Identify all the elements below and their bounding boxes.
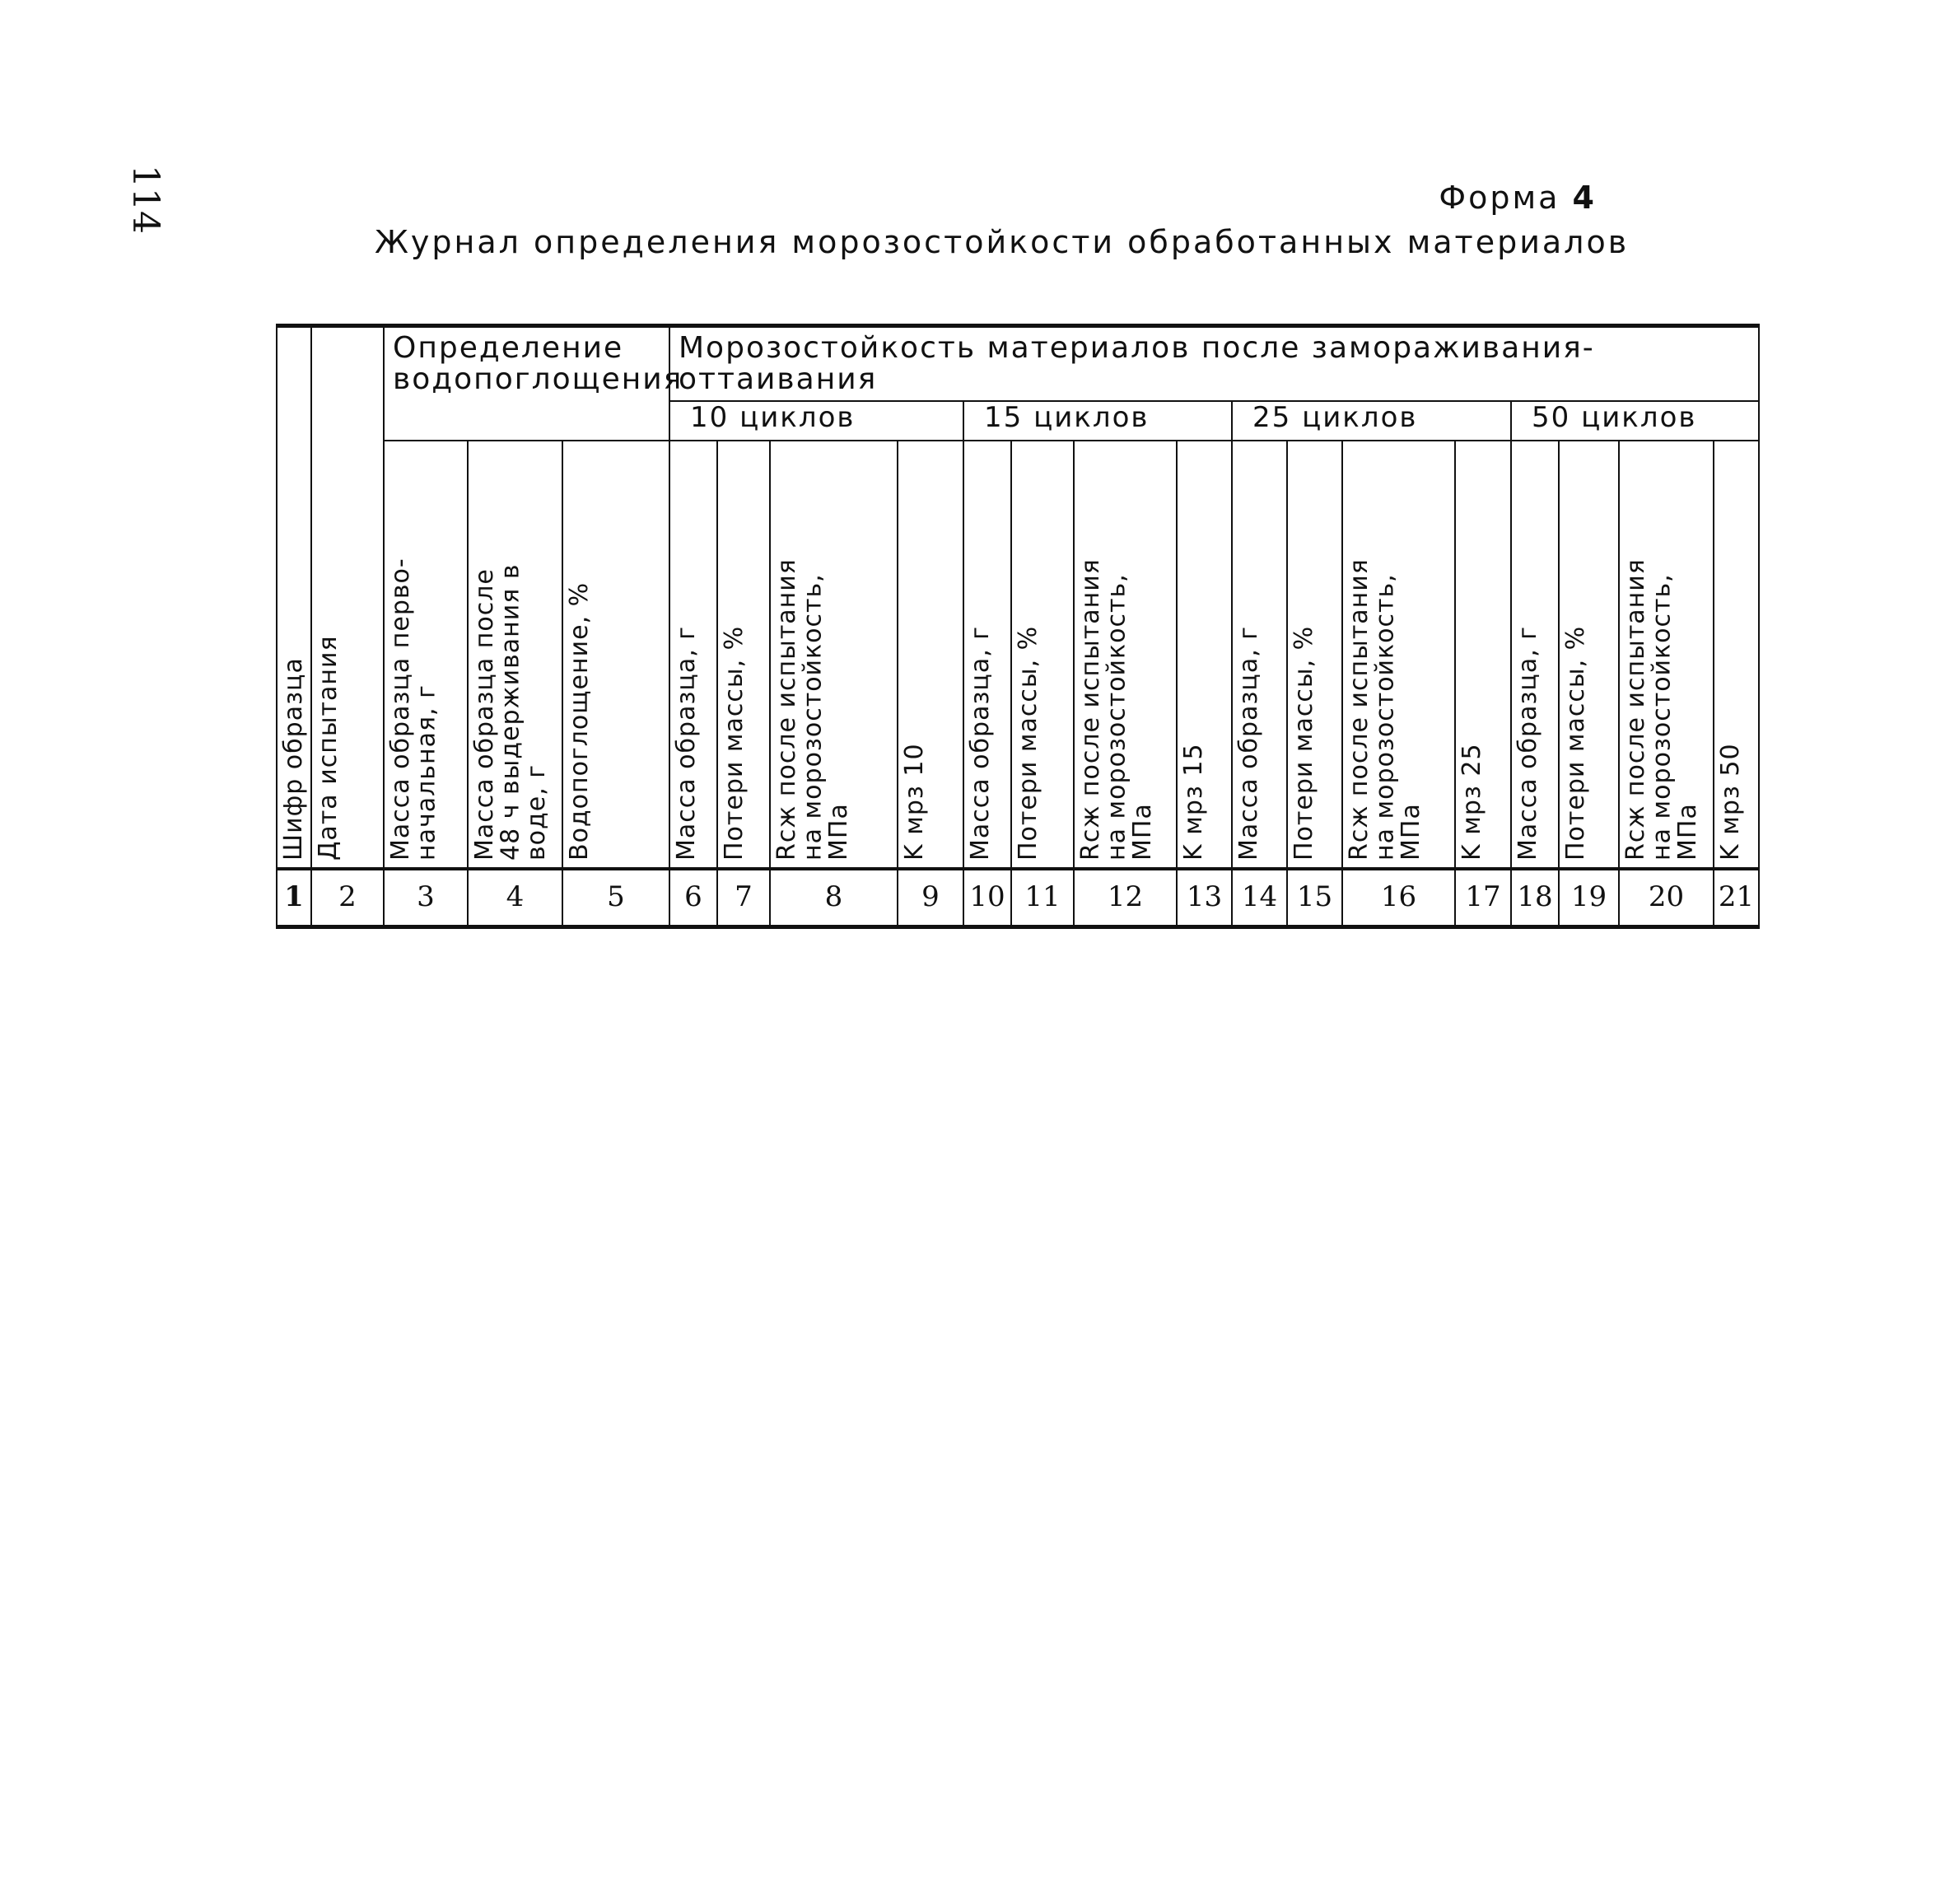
header-line: на морозостойкость, (1647, 573, 1677, 861)
form-label (1439, 180, 1597, 216)
header-line: начальная, г (412, 684, 441, 861)
header-line: 48 ч выдерживания в (496, 563, 525, 861)
header-c50-mass (1511, 441, 1559, 869)
header-water-absorption-pct (562, 441, 669, 869)
header-line: МПа (1673, 803, 1702, 861)
header-line: на морозостойкость, (798, 573, 828, 861)
column-number: 19 (1559, 869, 1619, 927)
header-c50-rsj (1619, 441, 1714, 869)
header-c10-rsj (770, 441, 898, 869)
header-line: Масса образца после (470, 568, 499, 861)
header-c15-loss (1011, 441, 1074, 869)
header-line: K мрз 25 (1458, 743, 1486, 861)
header-line: Потери массы, % (1561, 625, 1590, 861)
column-number: 7 (717, 869, 770, 927)
header-c10-mass (669, 441, 717, 869)
header-c15-kmrz (1177, 441, 1232, 869)
column-number: 12 (1074, 869, 1177, 927)
header-c25-kmrz (1455, 441, 1511, 869)
column-number: 5 (562, 869, 669, 927)
column-number: 6 (669, 869, 717, 927)
header-line: Масса образца, г (1514, 625, 1542, 861)
header-line: Потери массы, % (1290, 625, 1318, 861)
column-number: 2 (311, 869, 384, 927)
header-test-date-text: Дата испытания (314, 635, 343, 861)
header-test-date (311, 326, 384, 870)
header-line: МПа (1128, 803, 1157, 861)
header-line: на морозостойкость, (1370, 573, 1400, 861)
header-line: МПа (824, 803, 853, 861)
document-title: Журнал определения морозостойкости обработанных материалов (375, 224, 1630, 260)
column-number: 4 (468, 869, 562, 927)
header-c25-mass (1232, 441, 1287, 869)
column-number: 21 (1714, 869, 1759, 927)
header-line: Масса образца, г (672, 625, 701, 861)
header-c50-kmrz (1714, 441, 1759, 869)
header-cycles-15: 15 циклов (963, 401, 1232, 441)
header-c15-mass (963, 441, 1011, 869)
header-line: на морозостойкость, (1102, 573, 1131, 861)
column-number: 15 (1287, 869, 1342, 927)
column-number: 14 (1232, 869, 1287, 927)
header-sample-code (277, 326, 311, 870)
header-cycles-50: 50 циклов (1511, 401, 1759, 441)
header-line: Масса образца перво- (386, 558, 415, 861)
column-number: 16 (1342, 869, 1455, 927)
column-number: 1 (277, 869, 311, 927)
column-number: 8 (770, 869, 898, 927)
header-c25-rsj (1342, 441, 1455, 869)
form-label-text: Форма (1439, 180, 1560, 216)
column-number: 18 (1511, 869, 1559, 927)
page-number: 114 (124, 165, 166, 234)
column-number-row (277, 869, 1759, 927)
form-number: 4 (1572, 180, 1597, 216)
header-line: K мрз 10 (900, 743, 929, 861)
header-line: K мрз 15 (1179, 743, 1208, 861)
header-line: Масса образца, г (966, 625, 995, 861)
column-number: 3 (384, 869, 468, 927)
header-line: Водопоглощение, % (565, 581, 594, 861)
column-number: 17 (1455, 869, 1511, 927)
header-c10-kmrz (898, 441, 963, 869)
column-number: 20 (1619, 869, 1714, 927)
header-mass-after-soak (468, 441, 562, 869)
header-sample-code-text: Шифр образца (279, 657, 308, 861)
header-c25-loss (1287, 441, 1342, 869)
header-line: Rсж после испытания (1076, 558, 1105, 861)
header-line: K мрз 50 (1716, 743, 1745, 861)
header-cycles-25: 25 циклов (1232, 401, 1511, 441)
column-number: 11 (1011, 869, 1074, 927)
header-cycles-10: 10 циклов (669, 401, 963, 441)
header-line: Потери массы, % (1014, 625, 1042, 861)
header-line: воде, г (522, 763, 551, 861)
header-frost-resistance: Морозостойкость материалов после замораживания-оттаивания (669, 326, 1759, 402)
header-water-absorption: Определение водопоглощения (384, 326, 669, 441)
header-c50-loss (1559, 441, 1619, 869)
column-number: 13 (1177, 869, 1232, 927)
column-number: 10 (963, 869, 1011, 927)
header-line: Rсж после испытания (772, 558, 801, 861)
header-initial-mass (384, 441, 468, 869)
header-c10-loss (717, 441, 770, 869)
header-line: Rсж после испытания (1621, 558, 1650, 861)
header-line: Масса образца, г (1234, 625, 1263, 861)
column-number: 9 (898, 869, 963, 927)
header-line: Потери массы, % (720, 625, 749, 861)
frost-resistance-journal-table (276, 324, 1760, 929)
header-line: МПа (1397, 803, 1425, 861)
header-c15-rsj (1074, 441, 1177, 869)
header-line: Rсж после испытания (1345, 558, 1374, 861)
